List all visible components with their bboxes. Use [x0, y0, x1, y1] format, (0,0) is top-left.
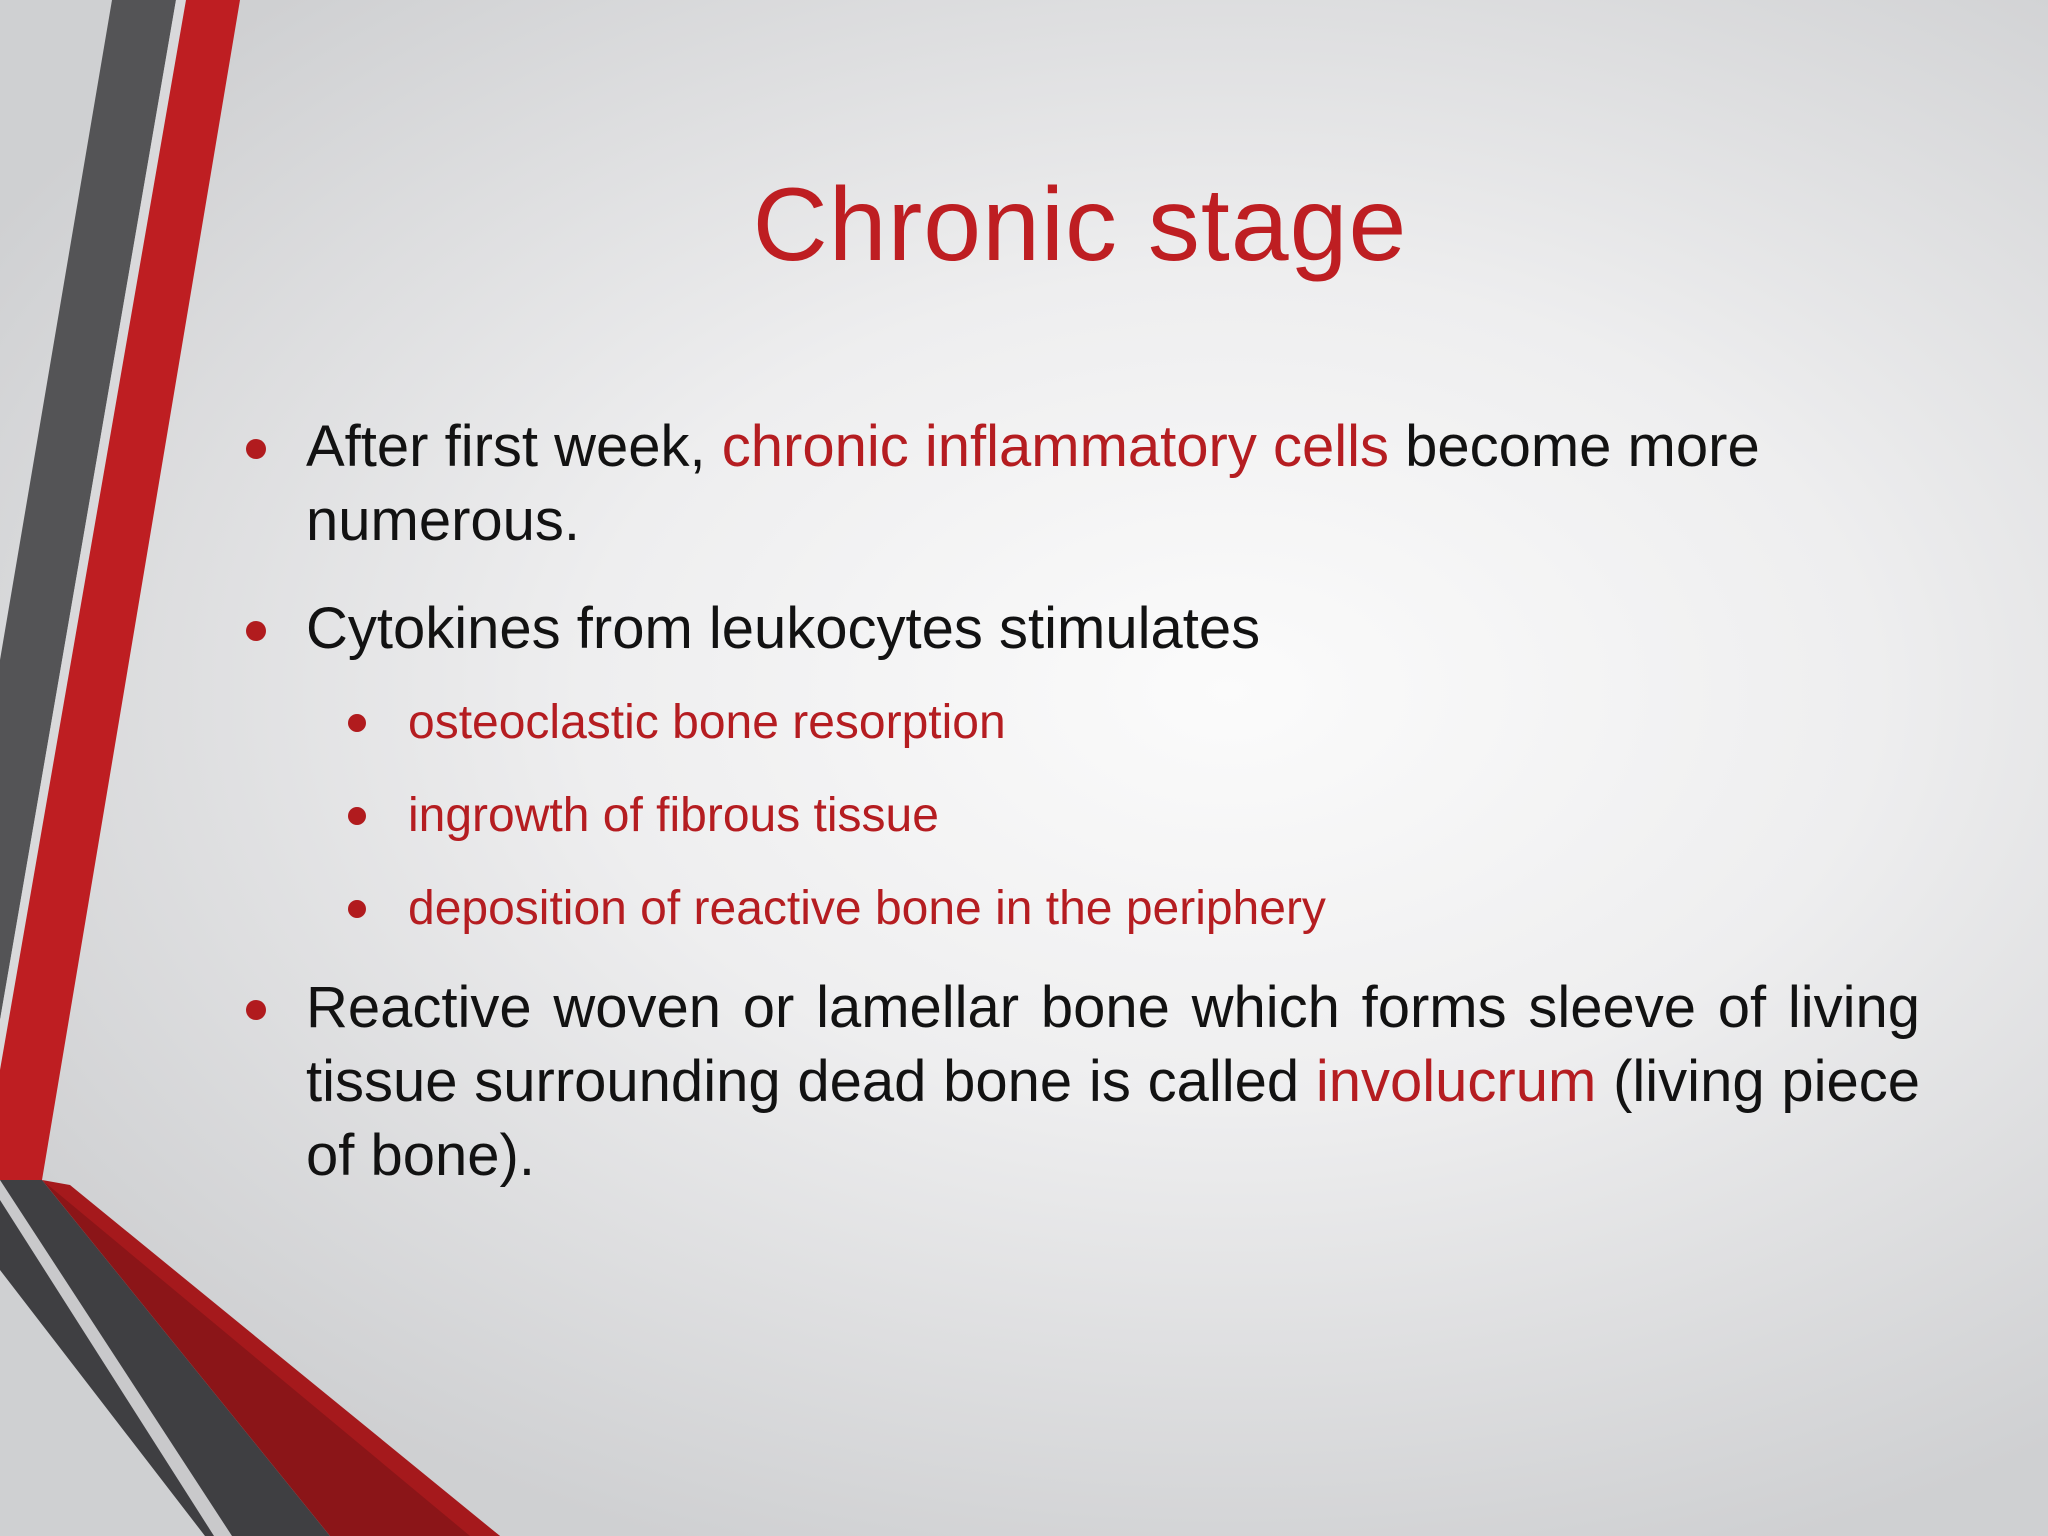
- bullet-text: (living piece of bone).: [306, 1049, 1920, 1188]
- slide-title: Chronic stage: [752, 167, 1408, 283]
- bullet-text: Cytokines from leukocytes stimulates: [306, 596, 1261, 661]
- bullet-text: After first week,: [306, 414, 722, 479]
- sub-bullet-text: ingrowth of fibrous tissue: [408, 789, 939, 842]
- highlight-text: involucrum: [1315, 1049, 1597, 1114]
- bullet-item: [240, 410, 1920, 558]
- sub-bullet-dot: [348, 807, 366, 825]
- bullet-text: Reactive woven or lamellar bone which forms sleeve of living tissue surrounding dead bone is called: [306, 975, 1920, 1114]
- sub-bullet-item: [240, 878, 1920, 940]
- bullet-dot: [246, 621, 266, 641]
- sub-bullet-text: osteoclastic bone resorption: [408, 696, 1006, 749]
- sub-bullet-list: [240, 692, 1920, 940]
- highlight-text: chronic inflammatory cells: [721, 414, 1389, 479]
- bullet-text: become more numerous.: [306, 414, 1760, 553]
- sub-bullet-text: deposition of reactive bone in the periphery: [408, 882, 1326, 935]
- bullet-dot: [246, 1000, 266, 1020]
- bullet-dot: [246, 439, 266, 459]
- bullet-item: [240, 971, 1920, 1193]
- sub-bullet-dot: [348, 900, 366, 918]
- sub-bullet-item: [240, 785, 1920, 847]
- sub-bullet-item: [240, 692, 1920, 754]
- bullet-list: [240, 410, 1920, 1227]
- bullet-item: [240, 592, 1920, 666]
- sub-bullet-dot: [348, 714, 366, 732]
